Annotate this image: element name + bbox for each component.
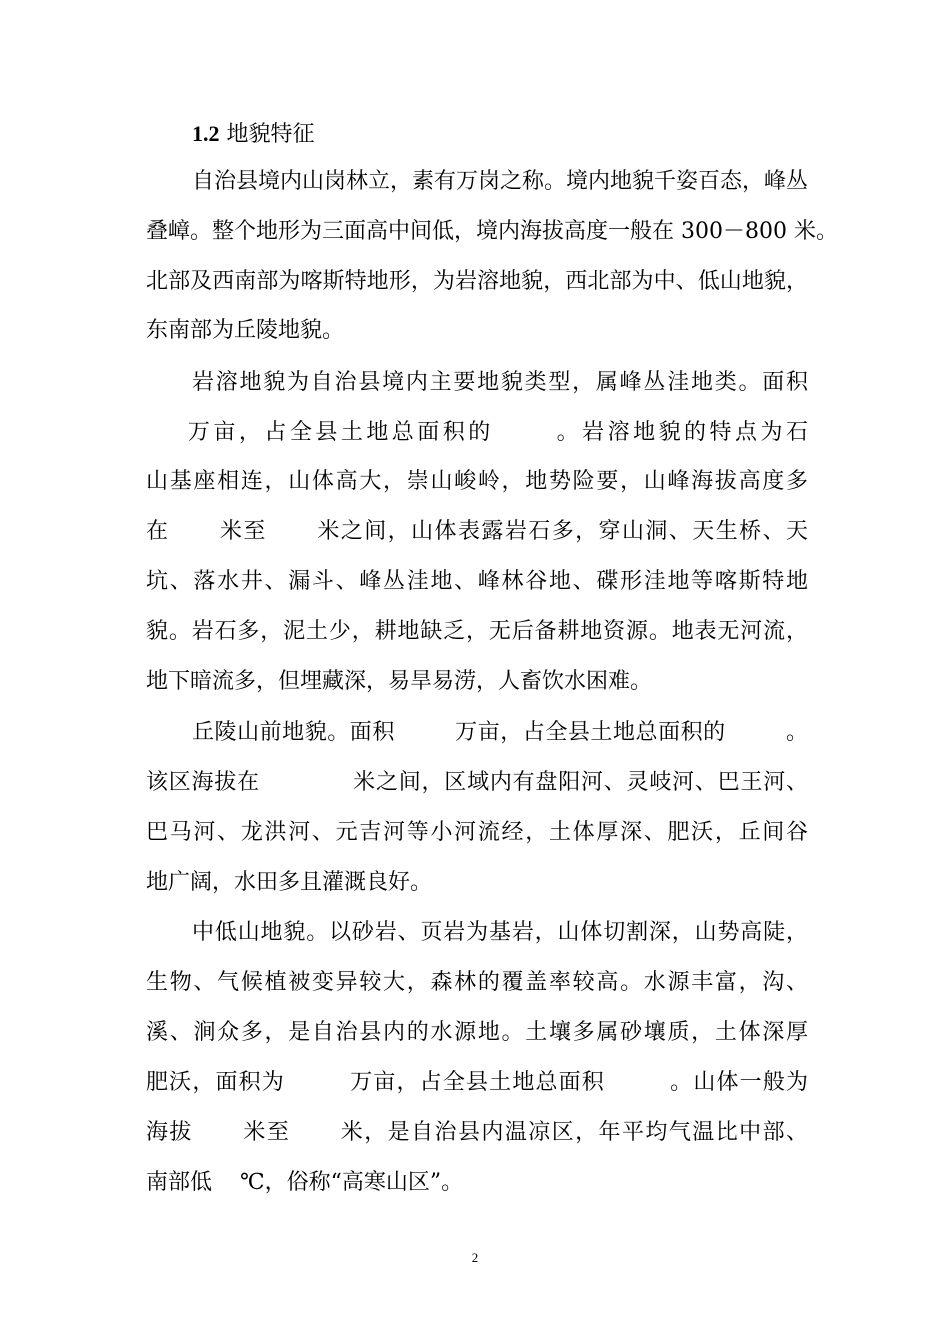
body-text-line: 巴马河、龙洪河、元吉河等小河流经，土体厚深、肥沃，丘间谷 (146, 820, 808, 845)
body-text-line: 中低山地貌。以砂岩、页岩为基岩，山体切割深，山势高陡， (192, 920, 808, 945)
body-text-line: 坑、落水井、漏斗、峰丛洼地、峰林谷地、碟形洼地等喀斯特地 (146, 569, 808, 594)
body-text-line: 地下暗流多，但埋藏深，易旱易涝，人畜饮水困难。 (146, 669, 653, 694)
body-text-line: 该区海拔在 米之间，区域内有盘阳河、灵岐河、巴王河、 (146, 770, 808, 795)
body-text-line: 生物、气候植被变异较大，森林的覆盖率较高。水源丰富，沟、 (146, 970, 808, 995)
body-text-line: 万亩，占全县土地总面积的 。岩溶地貌的特点为石 (146, 420, 808, 445)
body-text-line: 山基座相连，山体高大，崇山峻岭，地势险要，山峰海拔高度多 (146, 469, 808, 494)
body-text-line: 岩溶地貌为自治县境内主要地貌类型，属峰丛洼地类。面积 (192, 370, 808, 395)
body-text-line: 在 米至 米之间，山体表露岩石多，穿山洞、天生桥、天 (146, 519, 808, 544)
section-title: 地貌特征 (226, 122, 315, 147)
body-text-line: 溪、涧众多，是自治县内的水源地。土壤多属砂壤质，土体深厚 (146, 1020, 808, 1045)
page-number: 2 (471, 1250, 479, 1265)
body-text-line: 肥沃，面积为 万亩，占全县土地总面积 。山体一般为 (146, 1070, 808, 1095)
body-text-line: 貌。岩石多，泥土少，耕地缺乏，无后备耕地资源。地表无河流， (146, 619, 808, 644)
body-text-line: 丘陵山前地貌。面积 万亩，占全县土地总面积的 。 (192, 720, 808, 745)
body-text-line: 海拔 米至 米，是自治县内温凉区，年平均气温比中部、 (146, 1120, 808, 1145)
body-text-line: 北部及西南部为喀斯特地形，为岩溶地貌，西北部为中、低山地貌， (146, 269, 808, 294)
section-number: 1.2 (192, 121, 220, 146)
body-text-line: 叠嶂。整个地形为三面高中间低，境内海拔高度一般在 300－800 米。 (146, 219, 838, 244)
body-text-line: 地广阔，水田多且灌溉良好。 (146, 870, 433, 895)
body-text-line: 自治县境内山岗林立，素有万岗之称。境内地貌千姿百态，峰丛 (192, 169, 809, 194)
body-text-line: 南部低 ℃，俗称“高寒山区”。 (146, 1170, 464, 1195)
body-text-line: 东南部为丘陵地貌。 (146, 318, 345, 343)
section-heading (192, 114, 315, 155)
